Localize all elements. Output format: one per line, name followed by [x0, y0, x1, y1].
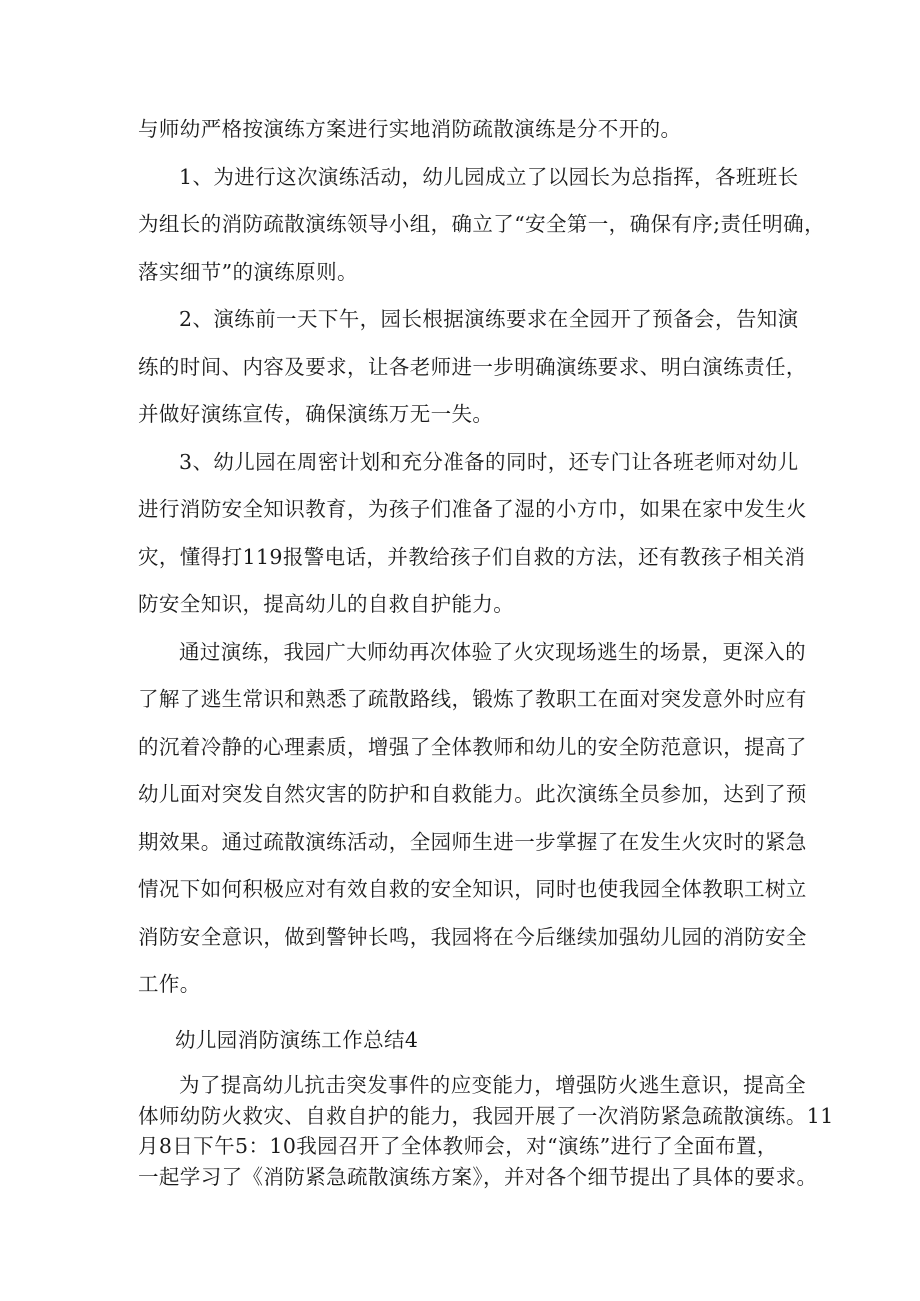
text-line: 落实细节”的演练原则。 [138, 259, 358, 284]
text-line: 一起学习了《消防紧急疏散演练方案》，并对各个细节提出了具体的要求。 [138, 1164, 818, 1189]
text-line: 3、幼儿园在周密计划和充分准备的同时，还专门让各班老师对幼儿 [179, 449, 799, 474]
section-two-body [138, 1070, 834, 1192]
section-heading: 幼儿园消防演练工作总结4 [175, 1028, 419, 1052]
text-line: 情况下如何积极应对有效自救的安全知识，同时也使我园全体教职工树立 [138, 877, 807, 901]
section-one-body [138, 106, 825, 1009]
text-line: 幼儿面对突发自然灾害的防护和自救能力。此次演练全员参加，达到了预 [138, 782, 807, 806]
text-line: 并做好演练宣传，确保演练万无一失。 [138, 402, 494, 426]
text-line: 1、为进行这次演练活动，幼儿园成立了以园长为总指挥，各班班长 [179, 164, 799, 189]
text-line: 防安全知识，提高幼儿的自救自护能力。 [138, 592, 515, 616]
text-line: 灾，懂得打119报警电话，并教给孩子们自救的方法，还有教孩子相关消 [138, 544, 806, 569]
text-line: 通过演练，我园广大师幼再次体验了火灾现场逃生的场景，更深入的 [179, 639, 806, 664]
text-line: 的沉着冷静的心理素质，增强了全体教师和幼儿的安全防范意识，提高了 [138, 734, 807, 759]
text-line: 2、演练前一天下午，园长根据演练要求在全园开了预备会，告知演 [179, 307, 799, 331]
text-line: 体师幼防火救灾、自救自护的能力，我园开展了一次消防紧急疏散演练。11 [138, 1103, 834, 1128]
text-line: 消防安全意识，做到警钟长鸣，我园将在今后继续加强幼儿园的消防安全 [138, 924, 807, 949]
text-line: 为组长的消防疏散演练领导小组，确立了“安全第一，确保有序;责任明确， [138, 212, 825, 236]
text-line: 为了提高幼儿抗击突发事件的应变能力，增强防火逃生意识，提高全 [179, 1073, 806, 1097]
text-line: 工作。 [138, 972, 201, 996]
text-line: 与师幼严格按演练方案进行实地消防疏散演练是分不开的。 [138, 117, 682, 141]
text-line: 期效果。通过疏散演练活动，全园师生进一步掌握了在发生火灾时的紧急 [138, 829, 807, 854]
text-line: 练的时间、内容及要求，让各老师进一步明确演练要求、明白演练责任， [138, 354, 807, 379]
text-line: 月8日下午5：10我园召开了全体教师会，对“演练”进行了全面布置， [138, 1134, 778, 1158]
text-line: 了解了逃生常识和熟悉了疏散路线，锻炼了教职工在面对突发意外时应有 [138, 687, 807, 711]
text-line: 进行消防安全知识教育，为孩子们准备了湿的小方巾，如果在家中发生火 [138, 497, 807, 521]
